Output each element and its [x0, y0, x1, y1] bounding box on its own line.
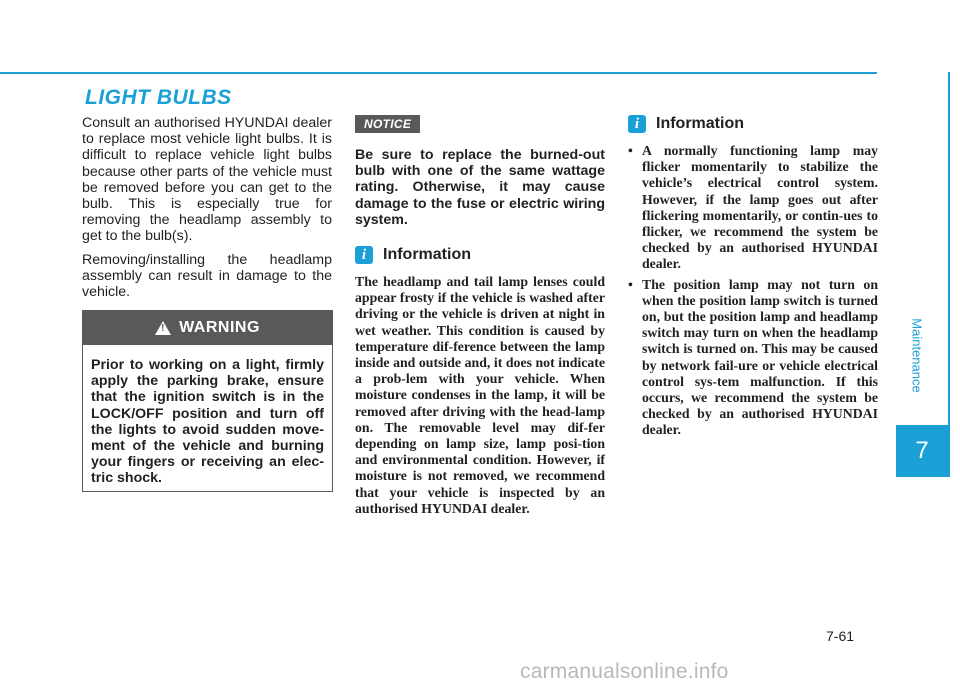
info-title: Information: [656, 115, 744, 132]
column-notice: [355, 115, 605, 517]
section-title: LIGHT BULBS: [85, 86, 232, 109]
bullet-icon: •: [628, 143, 633, 158]
info-i-icon: i: [355, 246, 373, 264]
info-i-icon: i: [628, 115, 646, 133]
chapter-name: Maintenance: [909, 317, 925, 393]
warning-triangle-icon: !: [155, 321, 171, 335]
bullet-icon: •: [628, 276, 633, 292]
warning-text: Prior to working on a light, firmly apply the parking brake, ensure that the ignition switch is in the LOCK/OFF position and turn off the lights to avoid sudden move-ment of the vehicle and burning your fingers or receiving an elec-tric shock.: [91, 357, 324, 487]
notice-badge: NOTICE: [355, 115, 420, 133]
list-item-text: The position lamp may not turn on when the position lamp switch is turned on, but the position lamp and headlamp switch may turn on when the headlamp switch is turned on. This may be caused by network fail-ure or vehicle electrical control sys-tem malfunction. If this occurs, we recommend the system be checked by an authorised HYUNDAI dealer.: [642, 276, 878, 438]
info-title: Information: [383, 246, 471, 264]
list-item-text: A normally functioning lamp may flicker momentarily to stabilize the vehicle’s electrical control system. However, if the lamp goes out after flickering momentarily, or contin-ues to flicker, we recommend the system be checked by an authorised HYUNDAI dealer.: [642, 143, 878, 272]
page-number: 7-61: [826, 628, 855, 644]
list-item: [628, 143, 878, 273]
info-bullet-list: [628, 143, 878, 439]
footer-watermark: carmanualsonline.info: [520, 660, 729, 683]
chapter-tab: [896, 425, 948, 477]
warning-label: WARNING: [179, 319, 260, 336]
chapter-number: 7: [915, 437, 929, 464]
chapter-tab-label: [886, 300, 948, 410]
info-heading: [628, 115, 878, 133]
info-text: The headlamp and tail lamp lenses could appear frosty if the vehicle is washed after driving or the vehicle is driven at night in wet weather. This condition is caused by temperature dif-ference between the lamp inside and outside and, it does not indicate a prob-lem with your vehicle. When moisture condenses in the lamp, it will be removed after driving with the head-lamp on. The removable level may dif-fer depending on lamp size, lamp posi-tion and environmental condition. However, if moisture is not removed, we recommend that your vehicle is inspected by an authorised HYUNDAI dealer.: [355, 274, 605, 516]
side-rule: [948, 72, 950, 477]
info-heading: [355, 246, 605, 264]
column-intro: [82, 115, 332, 307]
warning-box: [82, 310, 333, 492]
column-information: [628, 115, 878, 443]
notice-text: Be sure to replace the burned-out bulb with one of the same wattage rating. Otherwise, it may cause damage to the fuse or electric wiring system.: [355, 147, 605, 228]
intro-paragraph-2: Removing/installing the headlamp assembly can result in damage to the vehicle.: [82, 251, 332, 301]
warning-header: [83, 311, 332, 345]
list-item: [628, 277, 878, 439]
intro-paragraph-1: Consult an authorised HYUNDAI dealer to replace most vehicle light bulbs. It is difficult to replace vehicle light bulbs because other parts of the vehicle must be removed before you can get to the bulb. This is especially true for removing the headlamp assembly to get to the bulb(s).: [82, 115, 332, 245]
top-rule: [0, 72, 877, 74]
